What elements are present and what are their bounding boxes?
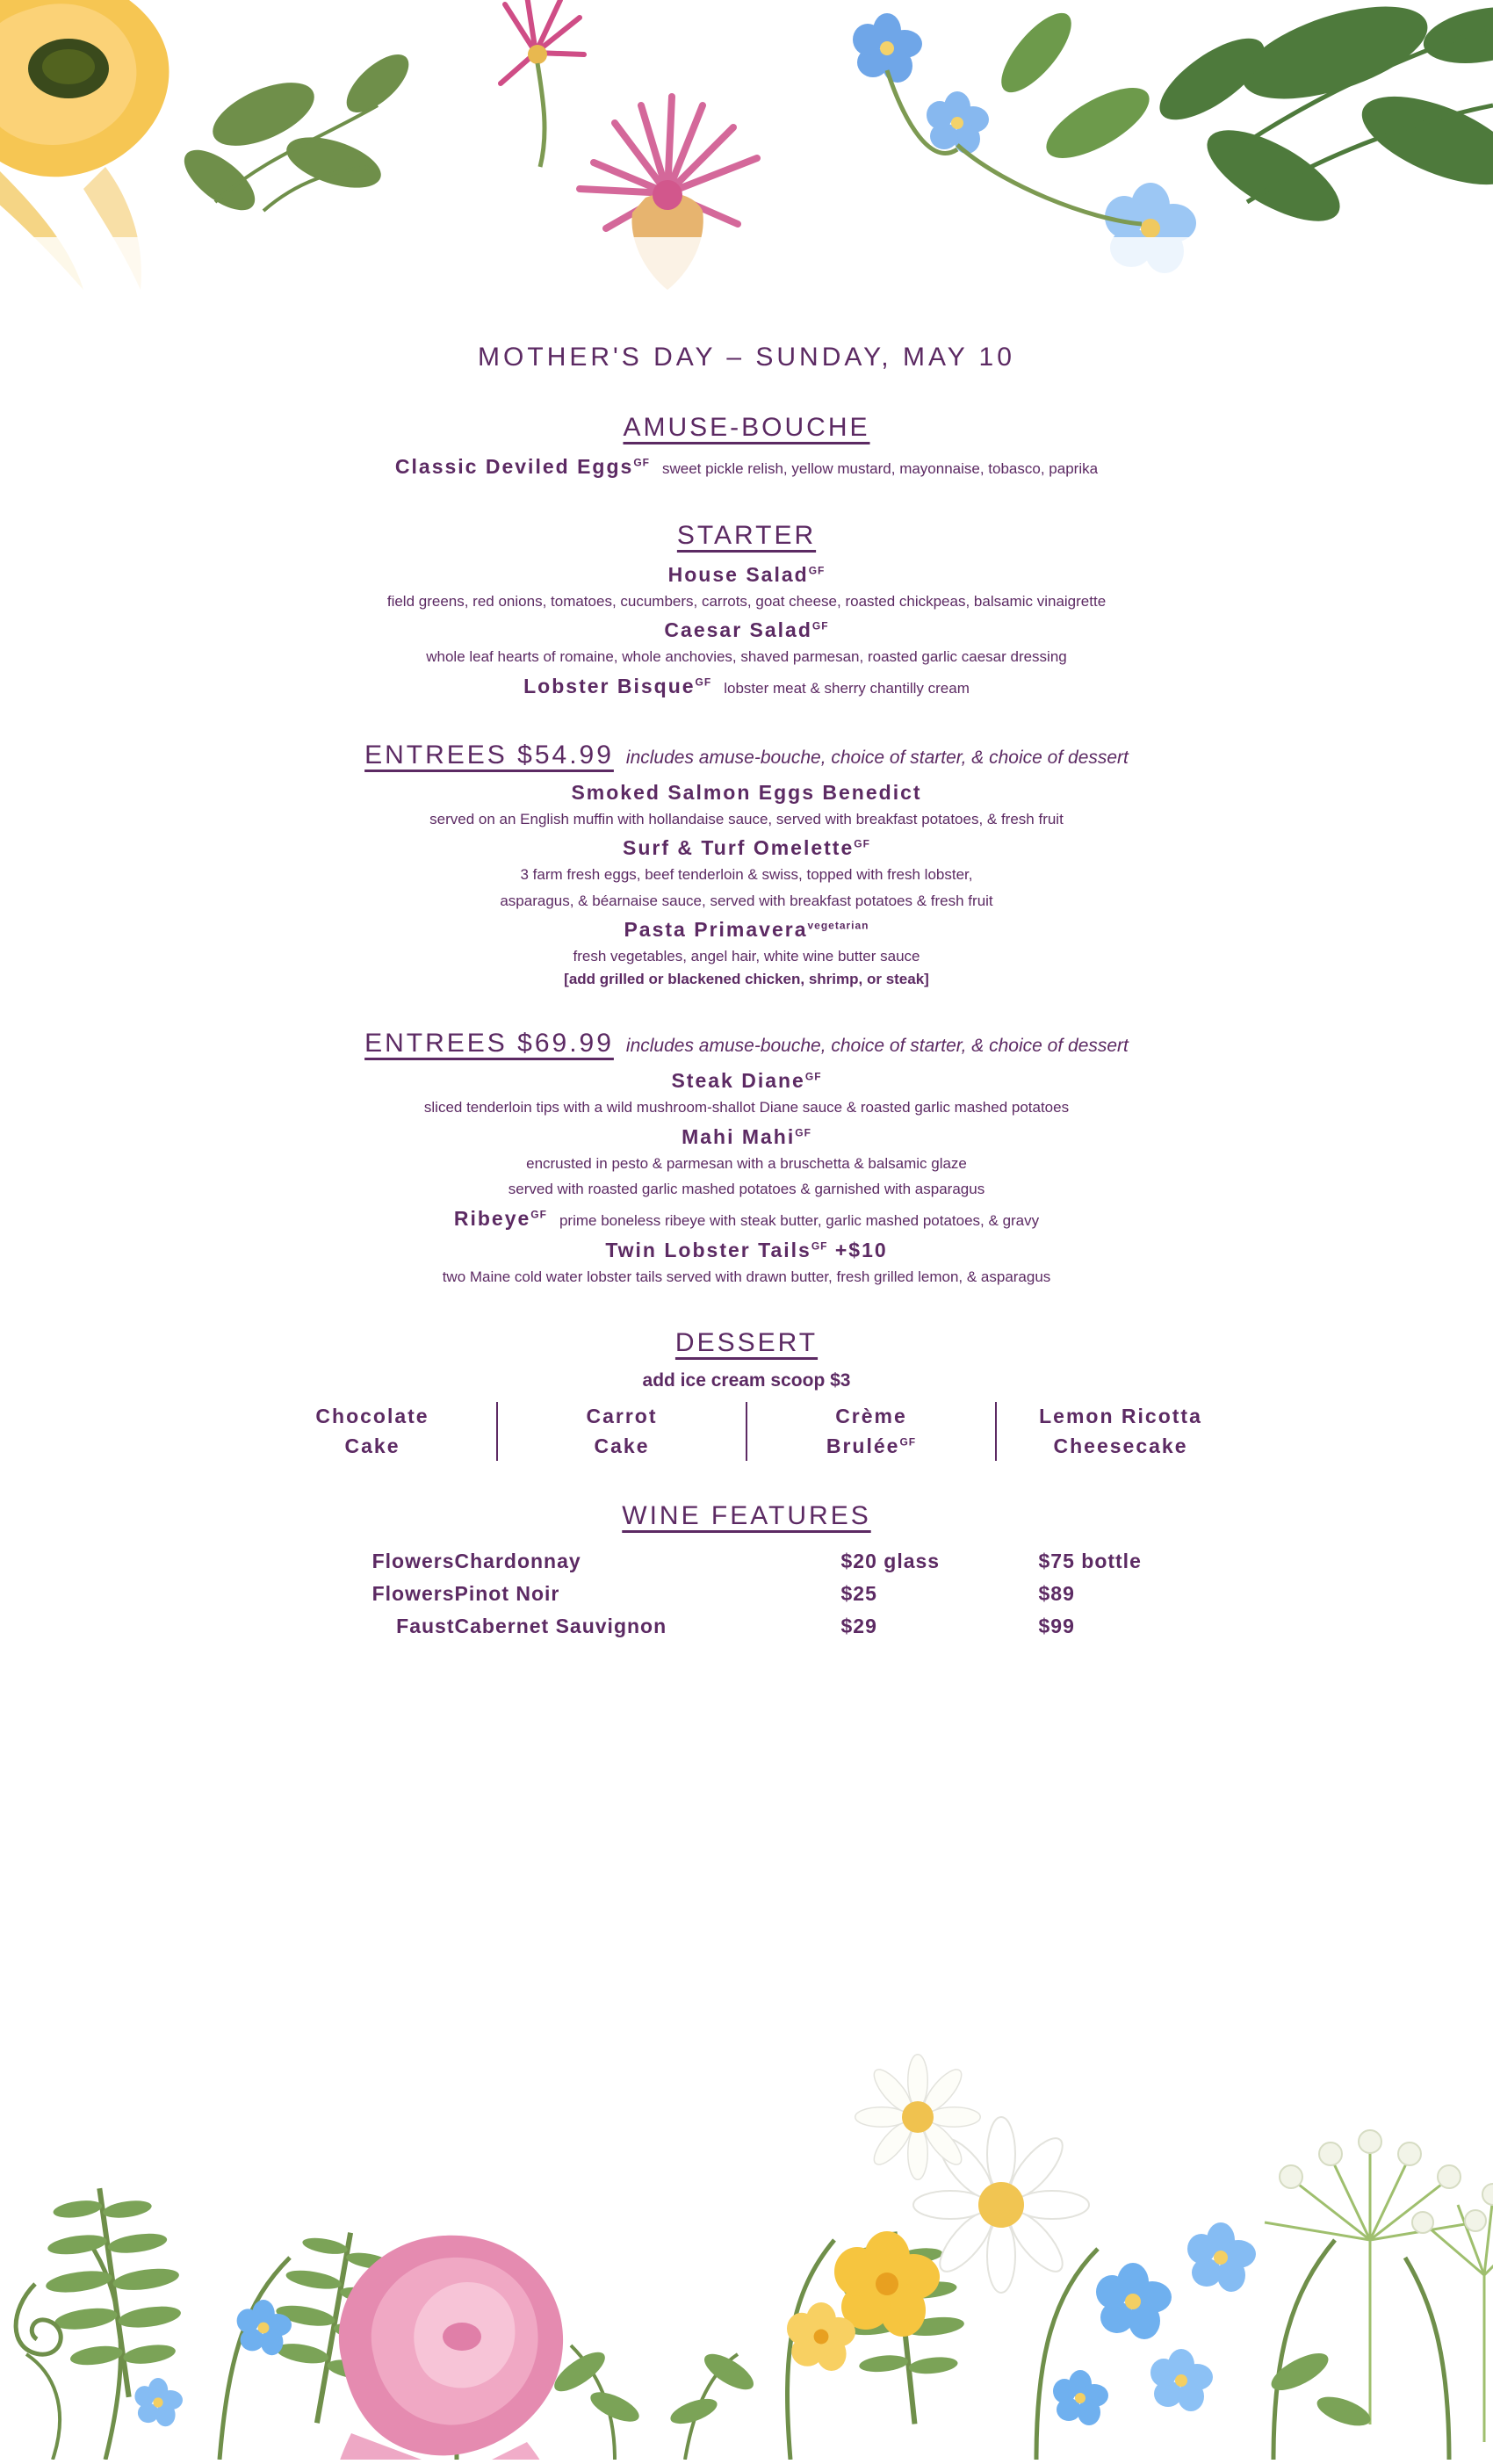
section-heading: DESSERT: [674, 1328, 819, 1358]
menu-item: [0, 1069, 1493, 1119]
wine-bottle-price: $89: [1038, 1582, 1075, 1606]
gluten-free-tag: GF: [811, 619, 829, 632]
dessert-name-line-2: Cake: [594, 1434, 650, 1457]
wine-varietal: Pinot Noir: [454, 1582, 560, 1606]
wine-brand: Flowers: [371, 1582, 455, 1606]
dish-name: Smoked Salmon Eggs Benedict: [571, 780, 922, 804]
wine-glass-price: $20 glass: [840, 1550, 941, 1573]
dessert-option: [995, 1402, 1244, 1461]
wine-varietal: Cabernet Sauvignon: [454, 1615, 667, 1638]
section-amuse-bouche: [0, 413, 1493, 481]
dish-description: fresh vegetables, angel hair, white wine butter sauce: [573, 948, 920, 965]
menu-item: [0, 675, 1493, 700]
wine-bottle-price: $75 bottle: [1038, 1550, 1142, 1573]
wine-varietal: Chardonnay: [454, 1550, 581, 1573]
dish-add-on-note: [add grilled or blackened chicken, shrimp, or steak]: [564, 971, 929, 988]
menu-item: [0, 918, 1493, 988]
gluten-free-tag: GF: [795, 1126, 811, 1139]
dish-description: sweet pickle relish, yellow mustard, mayonnaise, tobasco, paprika: [661, 460, 1099, 477]
section-entrees-69: [0, 1029, 1493, 1288]
dish-description: sliced tenderloin tips with a wild mushroom-shallot Diane sauce & roasted garlic mashed potatoes: [423, 1099, 1070, 1116]
section-heading: WINE FEATURES: [622, 1501, 871, 1531]
section-heading: ENTREES $54.99: [364, 740, 614, 770]
dish-description: two Maine cold water lobster tails served with drawn butter, fresh grilled lemon, & asparagus: [442, 1268, 1051, 1285]
wine-list-table: [253, 1545, 1241, 1643]
gluten-free-tag: GF: [854, 837, 870, 850]
dish-name: Twin Lobster Tails$^{GF}$ +$10: [605, 1238, 888, 1261]
section-wine-features: [0, 1501, 1493, 1643]
wine-brand: Flowers: [371, 1550, 455, 1573]
section-subheading: includes amuse-bouche, choice of starter, & choice of dessert: [625, 747, 1129, 768]
dessert-options: [0, 1402, 1493, 1461]
dish-name: House Salad$^{GF}$: [667, 562, 826, 586]
gluten-free-tag: GF: [633, 456, 650, 469]
dish-description-line-2: served with roasted garlic mashed potatoes & garnished with asparagus: [508, 1181, 985, 1198]
dessert-name-line-1: Lemon Ricotta: [1039, 1405, 1202, 1428]
gluten-free-tag: GF: [804, 1070, 822, 1083]
wine-glass-price: $29: [840, 1615, 877, 1638]
dish-name: Ribeye$^{GF}$: [453, 1207, 547, 1231]
dish-description-line-1: 3 farm fresh eggs, beef tenderloin & swiss, topped with fresh lobster,: [520, 866, 973, 884]
dessert-add-on: add ice cream scoop $3: [642, 1370, 851, 1391]
section-starter: [0, 521, 1493, 700]
section-heading-row: [0, 1029, 1493, 1059]
dessert-option: [496, 1402, 746, 1461]
section-heading: ENTREES $69.99: [364, 1029, 614, 1059]
dessert-name-line-1: Chocolate: [315, 1405, 429, 1428]
dish-name: Pasta Primavera$^{vegetarian}$: [624, 918, 869, 942]
dish-description-line-1: encrusted in pesto & parmesan with a bruschetta & balsamic glaze: [526, 1154, 967, 1172]
dish-name: Steak Diane$^{GF}$: [671, 1069, 822, 1093]
section-subheading: includes amuse-bouche, choice of starter, & choice of dessert: [625, 1036, 1129, 1057]
menu-item: [0, 781, 1493, 831]
menu-item: [0, 618, 1493, 668]
section-heading: STARTER: [676, 520, 817, 550]
menu-item: [0, 1239, 1493, 1289]
dessert-name-line-2: Brulée$^{GF}$: [826, 1434, 917, 1457]
gluten-free-tag: GF: [808, 563, 826, 576]
section-dessert: [0, 1328, 1493, 1461]
section-entrees-54: [0, 741, 1493, 989]
table-row: [253, 1610, 1241, 1643]
dish-description: prime boneless ribeye with steak butter, garlic mashed potatoes, & gravy: [559, 1212, 1040, 1230]
gluten-free-tag: GF: [811, 1239, 828, 1253]
dish-description: lobster meat & sherry chantilly cream: [724, 679, 970, 697]
dish-description-line-2: asparagus, & béarnaise sauce, served with breakfast potatoes & fresh fruit: [500, 892, 993, 909]
dessert-name-line-1: Carrot: [586, 1405, 658, 1428]
section-heading: AMUSE-BOUCHE: [623, 413, 870, 442]
dish-description: served on an English muffin with hollandaise sauce, served with breakfast potatoes, & fresh fruit: [429, 810, 1064, 827]
menu-item: [0, 1207, 1493, 1232]
dish-name: Lobster Bisque$^{GF}$: [523, 674, 712, 697]
gluten-free-tag: GF: [899, 1435, 917, 1449]
wine-brand: Faust: [396, 1615, 455, 1638]
page-title: MOTHER'S DAY – SUNDAY, MAY 10: [478, 343, 1015, 372]
dessert-option: [249, 1402, 496, 1461]
gluten-free-tag: GF: [530, 1208, 547, 1221]
menu-item: [0, 836, 1493, 912]
dessert-name-line-2: Cake: [344, 1434, 400, 1457]
dessert-option: [746, 1402, 995, 1461]
dessert-name-line-1: Crème: [835, 1405, 907, 1428]
dish-name: Classic Deviled Eggs$^{GF}$: [394, 455, 650, 478]
table-row: [253, 1578, 1241, 1610]
dish-name: Mahi Mahi$^{GF}$: [682, 1124, 811, 1148]
vegetarian-tag: vegetarian: [807, 919, 869, 932]
dish-name: Caesar Salad$^{GF}$: [664, 618, 829, 642]
dessert-name-line-2: Cheesecake: [1053, 1434, 1188, 1457]
dish-description: whole leaf hearts of romaine, whole anchovies, shaved parmesan, roasted garlic caesar dressing: [426, 648, 1067, 666]
wine-bottle-price: $99: [1038, 1615, 1075, 1638]
menu-item: [0, 1125, 1493, 1201]
gluten-free-tag: GF: [695, 676, 712, 689]
menu-item: [0, 563, 1493, 613]
menu-item: [0, 455, 1493, 481]
section-heading-row: [0, 741, 1493, 770]
wine-glass-price: $25: [840, 1582, 877, 1606]
table-row: [253, 1545, 1241, 1578]
dish-upcharge: +$10: [834, 1238, 888, 1261]
dish-description: field greens, red onions, tomatoes, cucumbers, carrots, goat cheese, roasted chickpeas, balsamic vinaigrette: [386, 592, 1107, 610]
dish-name: Surf & Turf Omelette$^{GF}$: [623, 836, 870, 860]
